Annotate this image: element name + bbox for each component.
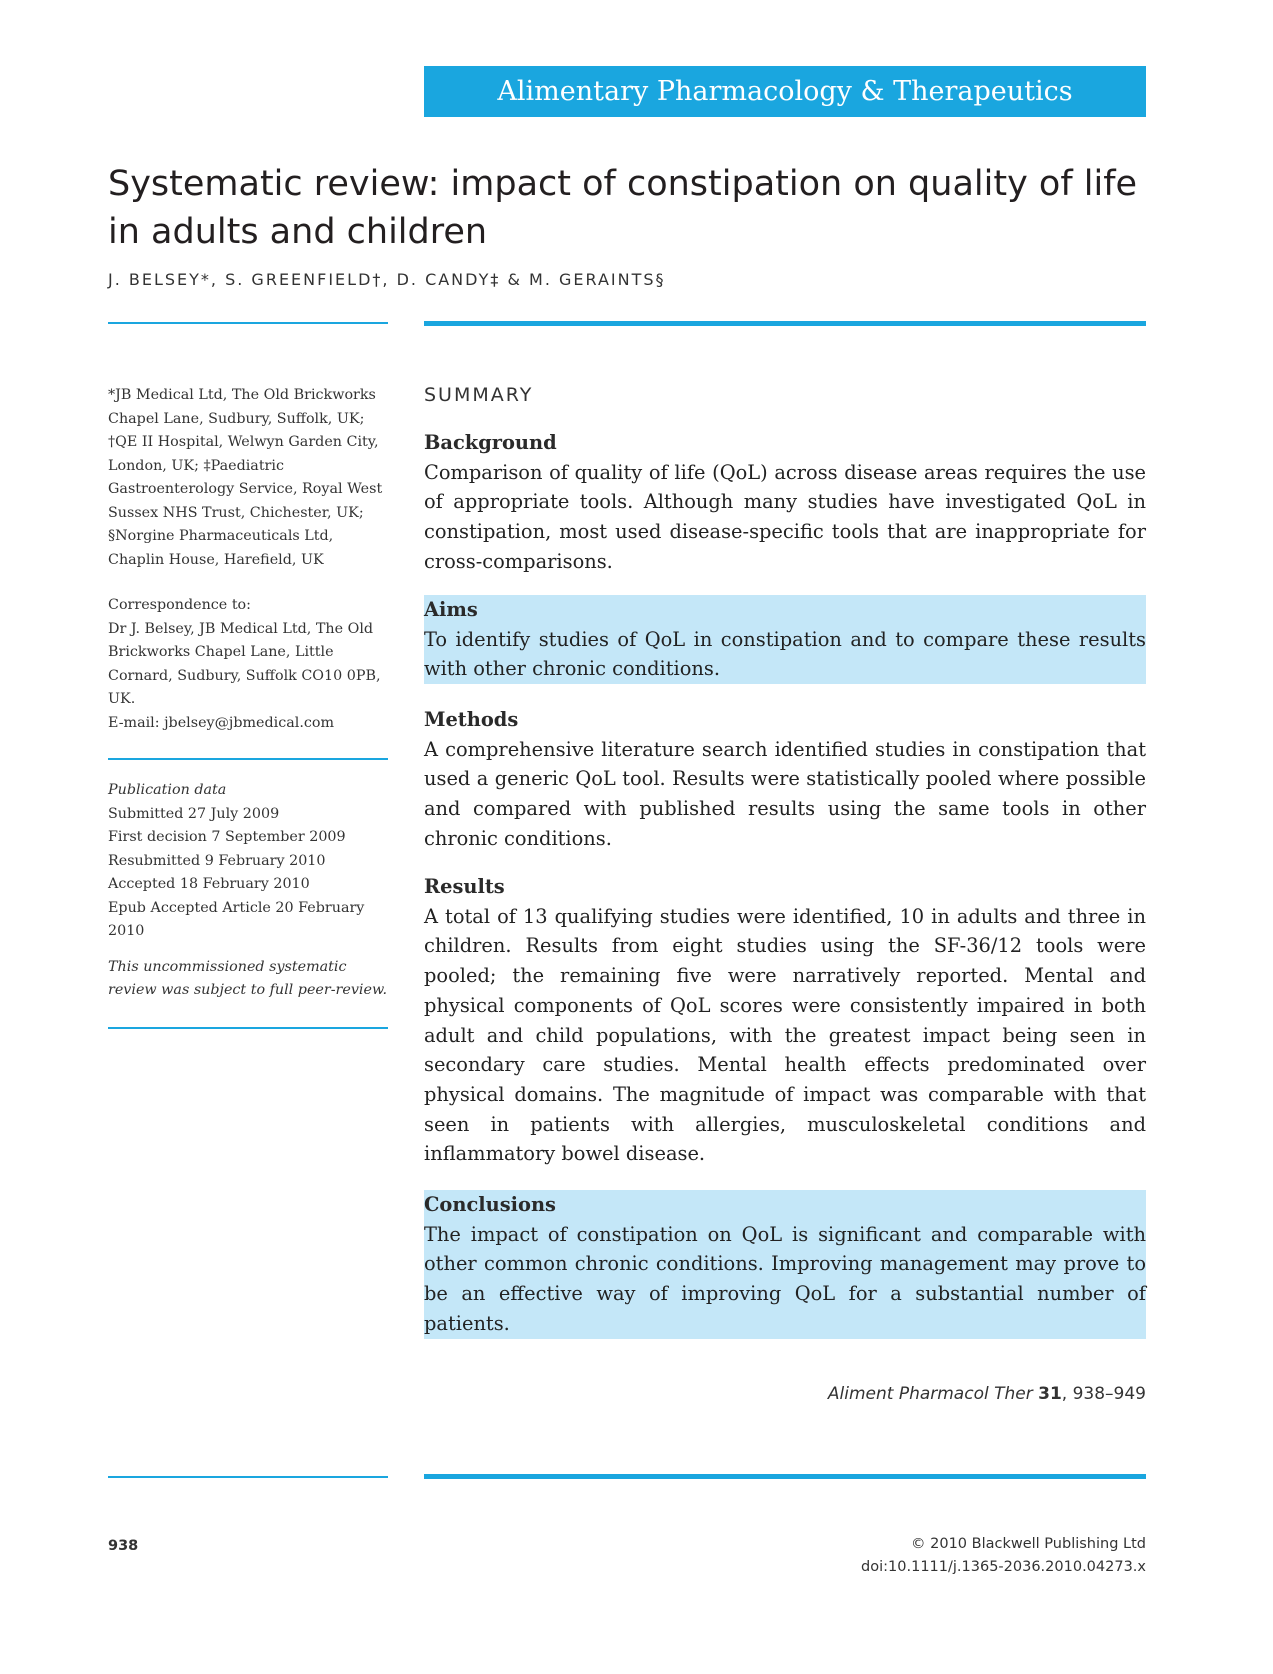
conclusions-text: The impact of constipation on QoL is significant and comparable with other common chronic conditions. Improving management may prove to be an effective way of improving QoL for a substantial number of patients. bbox=[424, 1222, 1146, 1335]
author-list: J. BELSEY*, S. GREENFIELD†, D. CANDY‡ & M. GERAINTS§ bbox=[108, 270, 666, 289]
publication-data-label: Publication data bbox=[108, 782, 227, 798]
sidebar-divider-bottom bbox=[108, 1027, 388, 1029]
conclusions-section bbox=[424, 1190, 1146, 1339]
citation-journal: Aliment Pharmacol Ther bbox=[827, 1384, 1033, 1404]
sidebar-divider-middle bbox=[108, 758, 388, 760]
copyright: © 2010 Blackwell Publishing Ltd bbox=[911, 1536, 1146, 1552]
page-number: 938 bbox=[108, 1538, 139, 1554]
first-decision-date: First decision 7 September 2009 bbox=[108, 829, 346, 845]
email-address: E-mail: jbelsey@jbmedical.com bbox=[108, 714, 335, 731]
methods-heading: Methods bbox=[424, 708, 519, 731]
aims-section bbox=[424, 595, 1146, 684]
epub-date: Epub Accepted Article 20 February 2010 bbox=[108, 899, 365, 939]
sidebar-divider-top bbox=[108, 322, 388, 324]
aims-heading: Aims bbox=[424, 598, 478, 621]
correspondence-label: Correspondence to: bbox=[108, 597, 251, 613]
background-text: Comparison of quality of life (QoL) across disease areas requires the use of appropriate tools. Although many studies have investigated QoL in constipation, most used disease-specific tools that are inappropriate for cross-comparisons. bbox=[424, 460, 1146, 573]
journal-citation bbox=[828, 1384, 1146, 1404]
methods-text: A comprehensive literature search identified studies in constipation that used a generic QoL tool. Results were statistically pooled where possible and compared with published results using the same tools in other chronic conditions. bbox=[424, 737, 1146, 850]
correspondence-block bbox=[108, 594, 390, 735]
summary-heading: SUMMARY bbox=[424, 384, 534, 406]
citation-pages: , 938–949 bbox=[1061, 1384, 1146, 1404]
publication-data-block bbox=[108, 779, 390, 1003]
results-section bbox=[424, 872, 1146, 1169]
background-section bbox=[424, 428, 1146, 577]
citation-volume: 31 bbox=[1038, 1384, 1062, 1404]
affiliations: *JB Medical Ltd, The Old Brickworks Chapel Lane, Sudbury, Suffolk, UK; †QE II Hospital, Welwyn Garden City, London, UK; ‡Paediatric Gastroenterology Service, Royal West Sussex NHS Trust, Chichester, UK; §Norgine Pharmaceuticals Ltd, Chaplin House, Harefield, UK bbox=[108, 387, 383, 568]
journal-banner bbox=[424, 66, 1146, 117]
accepted-date: Accepted 18 February 2010 bbox=[108, 876, 310, 892]
sidebar-divider-footer bbox=[108, 1476, 388, 1478]
resubmitted-date: Resubmitted 9 February 2010 bbox=[108, 852, 326, 869]
background-heading: Background bbox=[424, 431, 557, 454]
results-heading: Results bbox=[424, 875, 505, 898]
affiliations-block bbox=[108, 384, 390, 572]
submitted-date: Submitted 27 July 2009 bbox=[108, 805, 280, 822]
main-divider-top bbox=[424, 321, 1146, 326]
methods-section bbox=[424, 705, 1146, 854]
footer-info bbox=[861, 1533, 1146, 1579]
conclusions-heading: Conclusions bbox=[424, 1193, 556, 1216]
doi: doi:10.1111/j.1365-2036.2010.04273.x bbox=[861, 1559, 1146, 1575]
correspondence-address: Dr J. Belsey, JB Medical Ltd, The Old Brickworks Chapel Lane, Little Cornard, Sudbury, Suffolk CO10 0PB, UK. bbox=[108, 620, 381, 707]
journal-name: Alimentary Pharmacology & Therapeutics bbox=[497, 76, 1073, 107]
article-title: Systematic review: impact of constipation on quality of life in adults and children bbox=[108, 164, 1138, 252]
results-text: A total of 13 qualifying studies were identified, 10 in adults and three in children. Results from eight studies using the SF-36/12 tools were pooled; the remaining five were narratively reported. Mental and physical components of QoL scores were consistently impaired in both adult and child populations, with the greatest impact being seen in secondary care studies. Mental health effects predominated over physical domains. The magnitude of impact was comparable with that seen in patients with allergies, musculoskeletal conditions and inflammatory bowel disease. bbox=[424, 904, 1146, 1166]
peer-review-note: This uncommissioned systematic review was subject to full peer-review. bbox=[108, 958, 388, 998]
aims-text: To identify studies of QoL in constipation and to compare these results with other chronic conditions. bbox=[424, 627, 1146, 681]
main-divider-footer bbox=[424, 1474, 1146, 1479]
